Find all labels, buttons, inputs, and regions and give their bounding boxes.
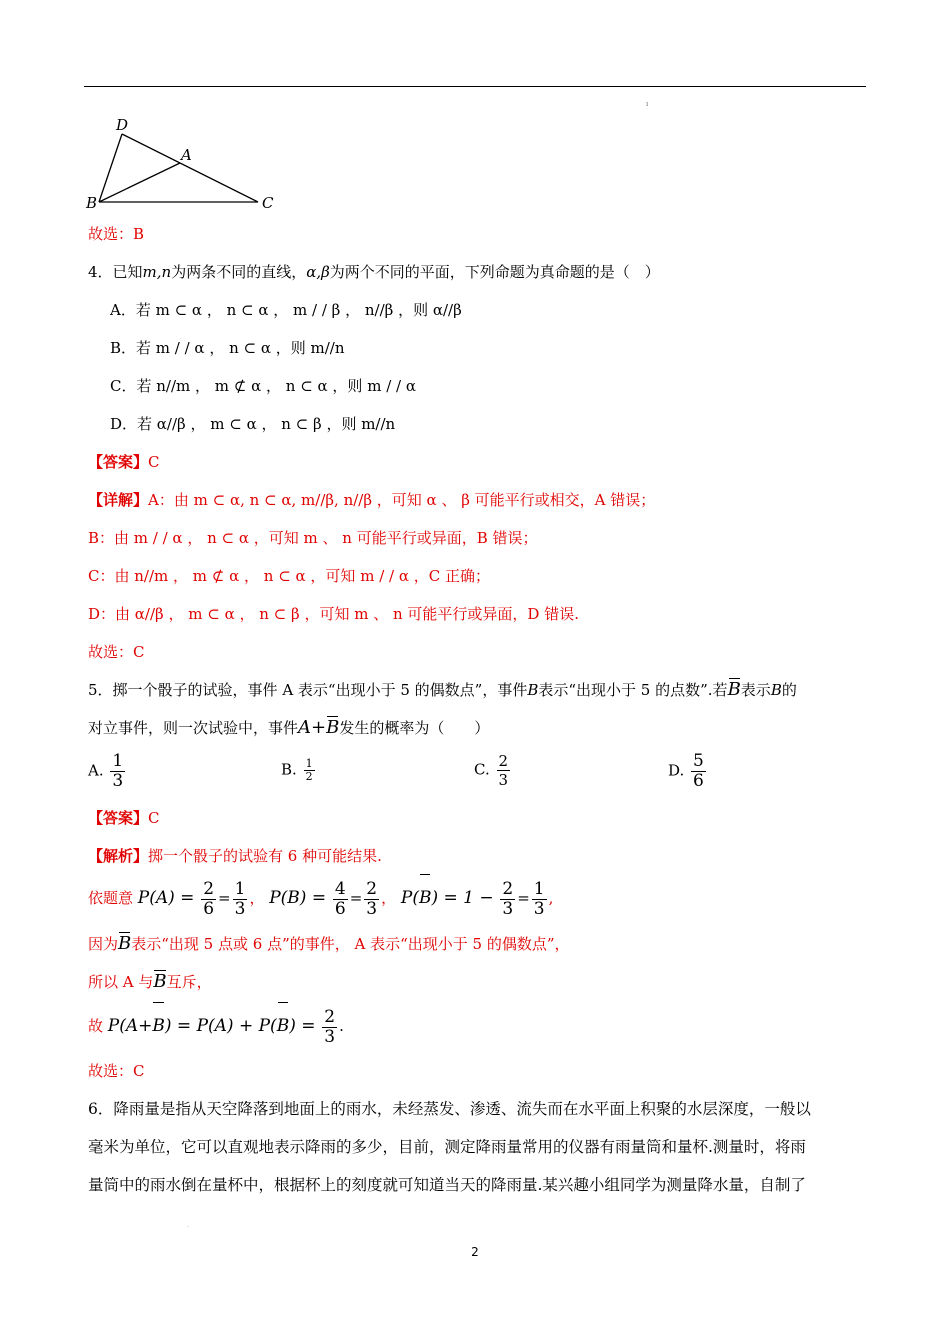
numerator: 5 — [693, 751, 704, 771]
option-fraction — [497, 752, 511, 789]
detail-tag: 【详解】 — [88, 491, 149, 509]
option-fraction — [691, 752, 706, 791]
frac-2-3 — [322, 1008, 337, 1047]
prob-b-expr: P(B) = — [269, 888, 327, 908]
numerator: 2 — [366, 878, 378, 899]
analysis-tag: 【解析】 — [88, 847, 149, 865]
analysis-text: 因为 — [88, 935, 119, 953]
q4-stem-vars: α,β — [306, 263, 330, 281]
label-c: C — [262, 194, 274, 212]
b-bar: B — [727, 679, 741, 700]
sum-prob-expr: ) = P(A) + P( — [164, 1016, 277, 1036]
var-b: B — [770, 681, 782, 699]
q4-conclusion: 故选：C — [88, 643, 145, 661]
q5-stem-part: 的 — [781, 681, 797, 699]
denominator: 3 — [112, 771, 124, 791]
q5-stem-part: 表示“出现小于 5 的点数”.若 — [538, 681, 728, 699]
answer-value: C — [148, 809, 160, 827]
header-mark: ı — [646, 100, 649, 108]
footer-mark: . — [187, 1222, 189, 1229]
q6-line1: 6．降雨量是指从天空降落到地面上的雨水，未经蒸发、渗透、流失而在水平面上积聚的水层深度，一般以 — [88, 1100, 811, 1118]
q4-stem-part: 为两个不同的平面，下列命题为真命题的是（ ） — [329, 263, 660, 281]
q4-stem-part: 4．已知 — [88, 263, 143, 281]
q4-stem-vars: m,n — [142, 263, 172, 281]
analysis-text: 互斥， — [166, 973, 212, 991]
page-number: 2 — [471, 1245, 479, 1259]
denominator: 3 — [498, 771, 509, 789]
q4-option-c: C．若 n//m ， m ⊄ α ， n ⊂ α ，则 m / / α — [110, 377, 416, 395]
frac-2-6 — [201, 880, 216, 919]
q4-option-d: D．若 α//β ， m ⊂ α ， n ⊂ β ，则 m//n — [110, 415, 396, 433]
b-bar: B — [118, 933, 132, 954]
numerator: 1 — [112, 751, 124, 771]
frac-4-6 — [333, 880, 348, 919]
q5-analysis-5: 故 P(A+B) = P(A) + P(B) = $\frac{2}{3}$ . — [88, 1004, 344, 1048]
prob-a-expr: P(A) = — [137, 888, 195, 908]
q3-conclusion: 故选：B — [88, 225, 145, 243]
b-bar: B — [326, 717, 340, 738]
sum-prob-expr: P(A+ — [107, 1016, 153, 1036]
denominator: 6 — [203, 898, 215, 919]
q6-line3: 量筒中的雨水倒在量杯中，根据杯上的刻度就可知道当天的降雨量.某兴趣小组同学为测量降水量，自制了 — [88, 1176, 806, 1194]
q5-stem-part: 5．掷一个骰子的试验，事件 A 表示“出现小于 5 的偶数点”，事件 — [88, 681, 528, 699]
analysis-text: 所以 A 与 — [88, 973, 154, 991]
denominator: 3 — [502, 898, 514, 919]
option-fraction — [304, 758, 315, 783]
q4-detail-c: C：由 n//m ， m ⊄ α ， n ⊂ α ，可知 m / / α ，C 正确； — [88, 567, 490, 585]
q5-stem-part: 表示 — [740, 681, 771, 699]
frac-1-3 — [233, 880, 248, 919]
answer-value: C — [148, 453, 160, 471]
denominator: 6 — [693, 771, 704, 791]
analysis-text: 掷一个骰子的试验有 6 种可能结果. — [148, 847, 382, 865]
answer-tag: 【答案】 — [88, 453, 149, 471]
denominator: 3 — [234, 898, 246, 919]
q4-detail-d: D：由 α//β ， m ⊂ α ， n ⊂ β ，可知 m 、 n 可能平行或异面，D 错误. — [88, 605, 579, 623]
q5-option-d — [668, 752, 708, 791]
numerator: 2 — [324, 1006, 336, 1027]
frac-2-3 — [500, 880, 515, 919]
q5-answer — [88, 808, 160, 828]
var-b: B — [527, 681, 539, 699]
q5-option-a — [88, 752, 127, 791]
header-rule — [84, 86, 866, 87]
q4-option-b: B．若 m / / α ， n ⊂ α ，则 m//n — [110, 339, 345, 357]
numerator: 4 — [334, 878, 346, 899]
q4-detail-b: B：由 m / / α ， n ⊂ α ，可知 m 、 n 可能平行或异面，B 错误； — [88, 529, 538, 547]
prob-bbar-expr: ) = 1 − — [431, 888, 494, 908]
q5-analysis-4 — [88, 972, 212, 992]
q5-stem-part: 对立事件，则一次试验中，事件 — [88, 719, 299, 737]
numerator: 2 — [203, 878, 215, 899]
denominator: 6 — [334, 898, 346, 919]
option-label: C. — [474, 760, 490, 779]
analysis-text: 表示“出现 5 点或 6 点”的事件， A 表示“出现小于 5 的偶数点”， — [131, 935, 570, 953]
option-label: A. — [88, 761, 104, 780]
q4-option-a: A．若 m ⊂ α ， n ⊂ α ， m / / β ， n//β ，则 α//β — [110, 301, 462, 319]
q4-answer — [88, 452, 160, 472]
analysis-text: 依题意 — [88, 889, 134, 907]
frac-1-3 — [532, 880, 547, 919]
b-bar: B — [152, 1004, 165, 1048]
denominator: 2 — [305, 770, 313, 783]
prob-bbar-expr: P( — [400, 888, 419, 908]
denominator: 3 — [324, 1026, 336, 1047]
option-fraction — [110, 752, 125, 791]
numerator: 1 — [234, 878, 246, 899]
denominator: 3 — [533, 898, 545, 919]
q5-option-c — [474, 752, 512, 789]
q5-analysis-2: 依题意 P(A) = $\frac{2}{6}$ = $\frac{1}{3}$ ， P(B) = $\frac{4}{6}$ = $\frac{2}{3}$ ， P(B) = 1 − $\frac{2}{3}$ = $\frac{1}{3}$ , — [88, 876, 553, 920]
b-bar: B — [153, 971, 167, 992]
analysis-text: 故 — [88, 1017, 104, 1035]
q4-stem — [88, 262, 660, 282]
q5-stem-part: 发生的概率为（ ） — [339, 719, 490, 737]
b-bar: B — [419, 876, 432, 920]
label-d: D — [116, 116, 129, 134]
option-label: D. — [668, 761, 685, 780]
frac-2-3 — [364, 880, 379, 919]
numerator: 1 — [305, 757, 313, 770]
q5-conclusion: 故选：C — [88, 1062, 145, 1080]
q4-stem-part: 为两条不同的直线， — [171, 263, 307, 281]
q4-detail-a — [88, 490, 655, 510]
numerator: 2 — [502, 878, 514, 899]
q5-option-b — [281, 758, 317, 783]
sum-prob-expr: ) = — [289, 1016, 316, 1036]
detail-text: A：由 m ⊂ α, n ⊂ α, m//β, n//β ，可知 α 、 β 可能平行或相交，A 错误； — [148, 491, 656, 509]
numerator: 2 — [498, 752, 509, 770]
q6-line2: 毫米为单位，它可以直观地表示降雨的多少，目前，测定降雨量常用的仪器有雨量筒和量杯.测量时，将雨 — [88, 1138, 806, 1156]
triangle-figure — [84, 112, 284, 214]
denominator: 3 — [366, 898, 378, 919]
q5-stem-line1 — [88, 680, 797, 700]
b-bar: B — [277, 1004, 290, 1048]
q5-analysis-3 — [88, 934, 570, 954]
answer-tag: 【答案】 — [88, 809, 149, 827]
q5-analysis-1 — [88, 846, 382, 866]
q5-stem-line2 — [88, 718, 489, 738]
sum-expr: A+ — [298, 717, 327, 738]
label-b: B — [86, 194, 98, 212]
option-label: B. — [281, 760, 297, 779]
numerator: 1 — [533, 878, 545, 899]
label-a: A — [181, 146, 192, 164]
